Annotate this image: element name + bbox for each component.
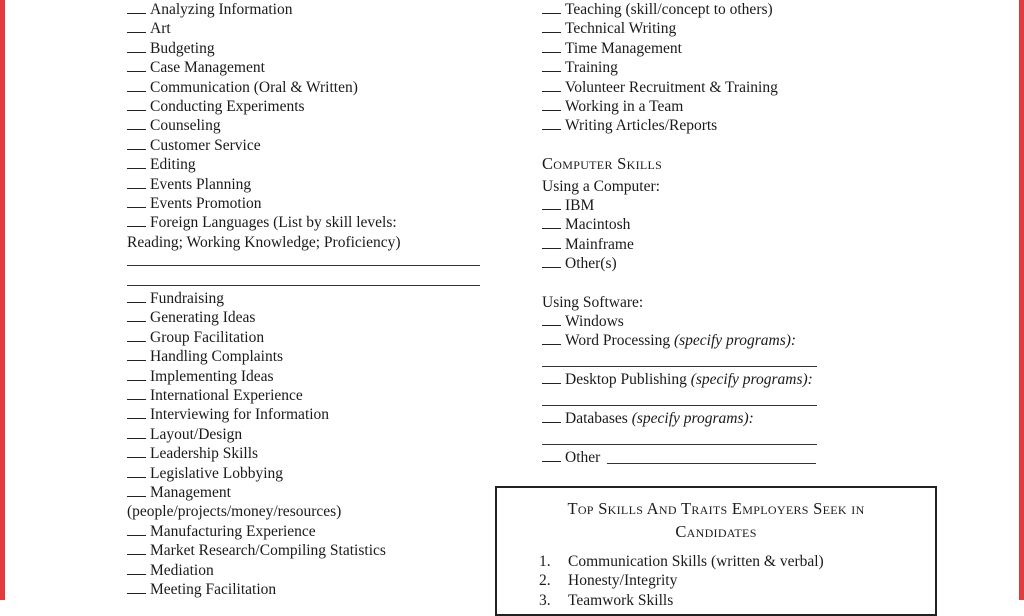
computer-item <box>542 215 630 234</box>
word-processing-fill-line[interactable] <box>542 366 817 367</box>
skill-label: Training <box>565 59 618 77</box>
skill-item <box>127 328 264 347</box>
skill-item <box>127 522 316 541</box>
item-text: Honesty/Integrity <box>568 572 678 590</box>
checkbox-blank[interactable] <box>127 40 146 53</box>
skill-label: IBM <box>565 197 595 214</box>
right-red-border <box>1019 0 1024 600</box>
skill-label: Group Facilitation <box>150 328 265 346</box>
checkbox-blank[interactable] <box>127 465 146 478</box>
checkbox-blank[interactable] <box>542 313 561 326</box>
skill-label: Handling Complaints <box>150 348 284 366</box>
skill-item <box>127 78 358 97</box>
skill-item <box>127 386 303 405</box>
skill-label: Volunteer Recruitment & Training <box>565 78 778 96</box>
skill-item <box>542 58 618 77</box>
desktop-publishing-fill-line[interactable] <box>542 405 817 406</box>
skill-label: Technical Writing <box>565 20 677 38</box>
checkbox-blank[interactable] <box>542 40 561 53</box>
checkbox-blank[interactable] <box>127 1 146 14</box>
skill-item <box>127 425 242 444</box>
foreign-languages-continuation: Reading; Working Knowledge; Proficiency) <box>127 233 401 251</box>
checkbox-blank[interactable] <box>127 290 146 303</box>
checkbox-blank[interactable] <box>127 195 146 208</box>
computer-item <box>542 235 634 254</box>
checkbox-blank[interactable] <box>127 79 146 92</box>
skill-item <box>127 194 262 213</box>
checkbox-blank[interactable] <box>542 1 561 14</box>
checkbox-blank[interactable] <box>127 387 146 400</box>
skill-item <box>127 464 283 483</box>
item-text: Communication Skills (written & verbal) <box>568 553 824 570</box>
foreign-language-fill-line-2[interactable] <box>127 285 480 286</box>
skill-label: Generating Ideas <box>150 309 256 327</box>
other-software-item: Other <box>542 448 600 467</box>
checkbox-blank[interactable] <box>127 156 146 169</box>
item-number: 2. <box>539 572 551 590</box>
top-skill-item <box>539 591 673 610</box>
checkbox-blank[interactable] <box>127 426 146 439</box>
skill-label: Mainframe <box>565 235 634 253</box>
skill-label: Teaching (skill/concept to others) <box>565 1 773 18</box>
skill-item <box>127 97 305 116</box>
skill-label: Events Planning <box>150 175 252 193</box>
checkbox-blank[interactable] <box>542 216 561 229</box>
skill-item <box>127 19 171 38</box>
computer-item <box>542 254 617 273</box>
skill-item <box>127 213 397 232</box>
skill-label: Meeting Facilitation <box>150 581 277 598</box>
skill-label: Fundraising <box>150 290 225 307</box>
checkbox-blank[interactable] <box>542 371 561 384</box>
skill-item <box>542 78 778 97</box>
management-continuation: (people/projects/money/resources) <box>127 503 342 521</box>
checkbox-blank[interactable] <box>542 255 561 268</box>
skill-label: Manufacturing Experience <box>150 522 316 540</box>
skill-item <box>127 155 196 174</box>
left-red-border <box>0 0 5 600</box>
skill-label: Case Management <box>150 59 265 77</box>
checkbox-blank[interactable] <box>127 542 146 555</box>
databases-fill-line[interactable] <box>542 444 817 445</box>
checkbox-blank[interactable] <box>127 98 146 111</box>
windows-item: Windows <box>542 312 624 331</box>
skill-item <box>127 541 386 560</box>
foreign-language-fill-line-1[interactable] <box>127 265 480 266</box>
item-number: 3. <box>539 591 551 609</box>
skill-label: Counseling <box>150 117 221 135</box>
skill-item <box>127 0 292 19</box>
checkbox-blank[interactable] <box>127 59 146 72</box>
skill-label: International Experience <box>150 387 303 404</box>
skill-item <box>127 444 258 463</box>
skill-label: Layout/Design <box>150 425 243 443</box>
skill-item <box>127 367 274 386</box>
skill-label: Legislative Lobbying <box>150 464 284 482</box>
checkbox-blank[interactable] <box>542 332 561 345</box>
skill-item <box>542 19 676 38</box>
using-computer-label: Using a Computer: <box>542 178 660 195</box>
skill-item <box>127 116 221 135</box>
checkbox-blank[interactable] <box>127 581 146 594</box>
checkbox-blank[interactable] <box>127 562 146 575</box>
skill-label: Communication (Oral & Written) <box>150 78 358 96</box>
checkbox-blank[interactable] <box>127 117 146 130</box>
skill-label: Macintosh <box>565 216 631 234</box>
checkbox-blank[interactable] <box>127 348 146 361</box>
skill-label: Writing Articles/Reports <box>565 117 718 135</box>
checkbox-blank[interactable] <box>127 484 146 497</box>
skill-label: Implementing Ideas <box>150 367 274 385</box>
skill-item <box>127 136 261 155</box>
checkbox-blank[interactable] <box>542 79 561 92</box>
skill-label: Conducting Experiments <box>150 98 305 115</box>
other-software-fill-line[interactable] <box>607 463 816 464</box>
checkbox-blank[interactable] <box>542 449 561 462</box>
checkbox-blank[interactable] <box>127 20 146 33</box>
skill-item <box>127 347 283 366</box>
desktop-publishing-item: Desktop Publishing (specify programs): <box>542 370 813 389</box>
checkbox-blank[interactable] <box>127 406 146 419</box>
skill-label: Leadership Skills <box>150 445 259 463</box>
skill-label: Time Management <box>565 39 682 57</box>
skill-label: Working in a Team <box>565 98 684 115</box>
item-text: Teamwork Skills <box>568 591 674 609</box>
skill-label: Events Promotion <box>150 195 262 212</box>
skill-item <box>127 39 215 58</box>
skill-item <box>127 483 231 502</box>
checkbox-blank[interactable] <box>542 410 561 423</box>
checkbox-blank[interactable] <box>542 197 561 210</box>
top-skill-item <box>539 552 824 571</box>
skill-item <box>542 39 682 58</box>
skill-item <box>127 561 214 580</box>
skill-label: Other(s) <box>565 255 617 273</box>
skill-label: Analyzing Information <box>150 1 293 18</box>
skill-item <box>127 405 329 424</box>
skill-item <box>127 58 265 77</box>
skill-item <box>127 289 224 308</box>
top-skill-item <box>539 571 677 590</box>
computer-item <box>542 196 594 215</box>
top-skills-box <box>495 486 937 616</box>
skill-label: Market Research/Compiling Statistics <box>150 542 386 560</box>
computer-skills-heading: Computer Skills <box>542 154 663 173</box>
checkbox-blank[interactable] <box>542 20 561 33</box>
databases-item: Databases (specify programs): <box>542 409 754 428</box>
skill-label: Mediation <box>150 561 214 579</box>
skill-item <box>542 97 683 116</box>
checkbox-blank[interactable] <box>127 137 146 150</box>
skill-label: Budgeting <box>150 39 215 57</box>
checkbox-blank[interactable] <box>127 368 146 381</box>
top-skills-title-line1: Top Skills And Traits Employers Seek in <box>567 499 865 518</box>
checkbox-blank[interactable] <box>542 236 561 249</box>
using-software-label: Using Software: <box>542 294 644 311</box>
skill-label: Art <box>150 20 171 38</box>
skill-item <box>127 580 276 599</box>
checkbox-blank[interactable] <box>127 329 146 342</box>
skill-label: Management <box>150 484 231 501</box>
skill-item <box>542 0 773 19</box>
checkbox-blank[interactable] <box>542 117 561 130</box>
item-number: 1. <box>539 553 551 570</box>
checkbox-blank[interactable] <box>127 214 146 227</box>
checkbox-blank[interactable] <box>127 445 146 458</box>
checkbox-blank[interactable] <box>542 98 561 111</box>
skill-item <box>542 116 717 135</box>
checkbox-blank[interactable] <box>127 523 146 536</box>
top-skills-title-line2: Candidates <box>675 522 757 541</box>
checkbox-blank[interactable] <box>127 176 146 189</box>
checkbox-blank[interactable] <box>127 309 146 322</box>
checkbox-blank[interactable] <box>542 59 561 72</box>
skill-item <box>127 308 255 327</box>
skill-label: Interviewing for Information <box>150 406 330 424</box>
skill-label: Foreign Languages (List by skill levels: <box>150 214 397 232</box>
skill-label: Customer Service <box>150 136 261 154</box>
skill-item <box>127 175 251 194</box>
word-processing-item: Word Processing (specify programs): <box>542 331 796 350</box>
skill-label: Editing <box>150 156 196 174</box>
